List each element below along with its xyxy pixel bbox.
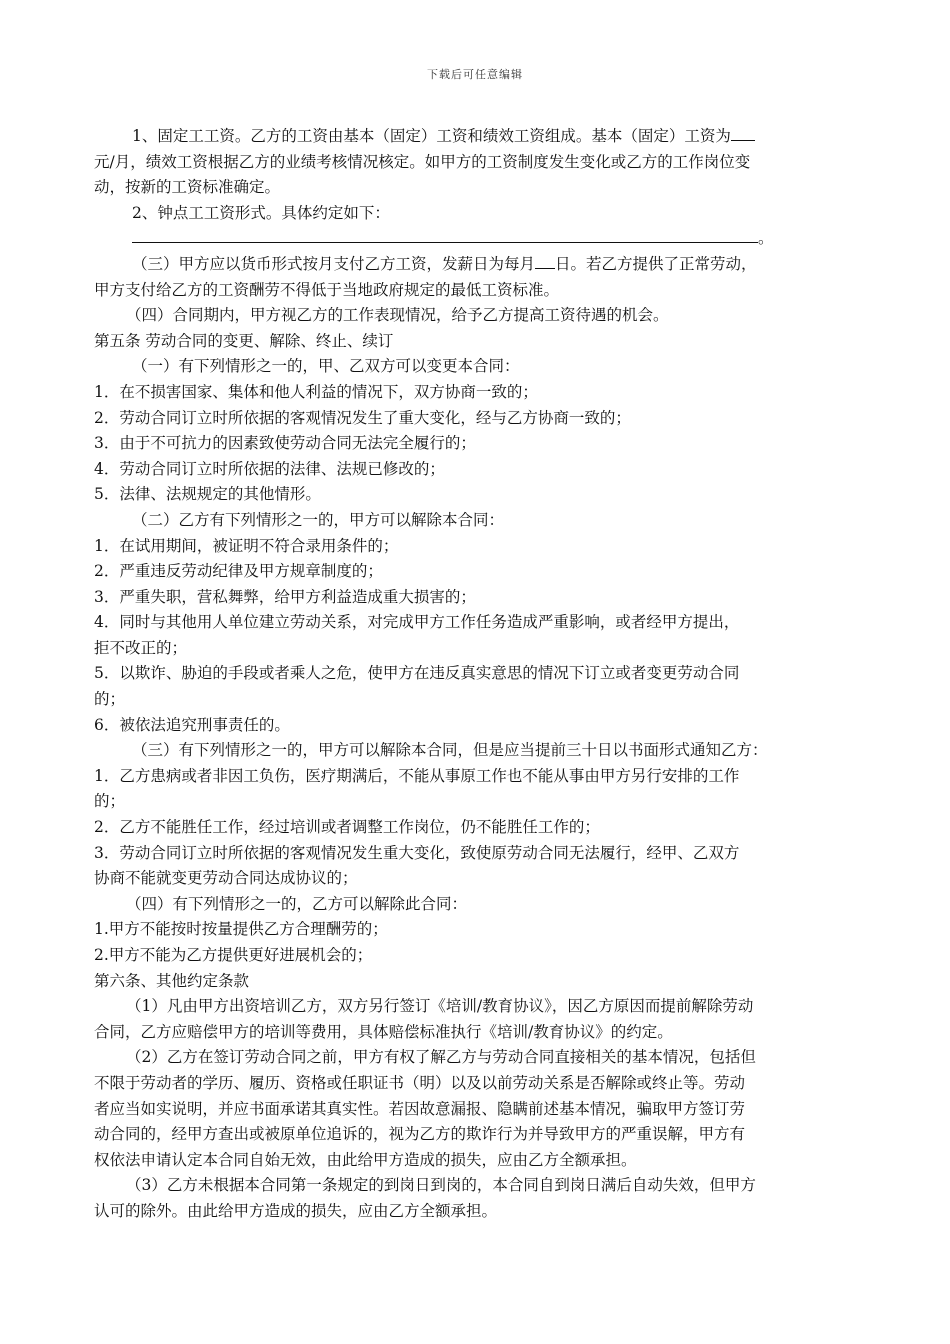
- text: 日。若乙方提供了正常劳动，: [555, 254, 757, 273]
- list-item: 1．乙方患病或者非因工负伤，医疗期满后，不能从事原工作也不能从事由甲方另行安排的工作: [94, 766, 740, 785]
- list-item: 2.甲方不能为乙方提供更好进展机会的；: [94, 946, 373, 964]
- list-item: 3．严重失职，营私舞弊，给甲方利益造成重大损害的；: [94, 587, 476, 606]
- list-item: 3．由于不可抗力的因素致使劳动合同无法完全履行的；: [94, 434, 476, 453]
- paragraph-line: 权依法申请认定本合同自始无效，由此给甲方造成的损失，应由乙方全额承担。: [94, 1150, 637, 1169]
- paragraph-line: 元/月，绩效工资根据乙方的业绩考核情况核定。如甲方的工资制度发生变化或乙方的工作岗位变: [94, 152, 751, 171]
- text: （三）甲方应以货币形式按月支付乙方工资，发薪日为每月: [132, 254, 536, 273]
- list-item: 2．乙方不能胜任工作，经过培训或者调整工作岗位，仍不能胜任工作的；: [94, 818, 600, 837]
- text: 1、固定工工资。乙方的工资由基本（固定）工资和绩效工资组成。基本（固定）工资为: [132, 127, 731, 145]
- list-item: 1．在试用期间，被证明不符合录用条件的；: [94, 536, 399, 555]
- list-item: 1．在不损害国家、集体和他人利益的情况下，双方协商一致的；: [94, 382, 538, 401]
- paragraph-line: （3）乙方未根据本合同第一条规定的到岗日到岗的，本合同自到岗日满后自动失效，但甲方: [126, 1176, 756, 1195]
- list-item: 1.甲方不能按时按量提供乙方合理酬劳的；: [94, 920, 388, 939]
- blank-field: [132, 228, 758, 243]
- list-item: 6．被依法追究刑事责任的。: [94, 715, 290, 734]
- text: 。: [758, 229, 774, 248]
- list-item-continued: 的；: [94, 792, 126, 811]
- list-item: 4．劳动合同订立时所依据的法律、法规已修改的；: [94, 459, 445, 478]
- paragraph-line: 甲方支付给乙方的工资酬劳不得低于当地政府规定的最低工资标准。: [94, 280, 560, 299]
- paragraph-line: [94, 252, 808, 278]
- paragraph-line: 2、钟点工工资形式。具体约定如下：: [132, 203, 390, 222]
- list-item-continued: 协商不能就变更劳动合同达成协议的；: [94, 869, 358, 888]
- subsection-heading: （四）有下列情形之一的，乙方可以解除此合同：: [126, 894, 468, 913]
- paragraph-line: 动合同的，经甲方查出或被原单位追诉的，视为乙方的欺诈行为并导致甲方的严重误解，甲方有: [94, 1125, 746, 1144]
- paragraph-line: 动，按新的工资标准确定。: [94, 178, 281, 197]
- paragraph-line: （1）凡由甲方出资培训乙方，双方另行签订《培训/教育协议》，因乙方原因而提前解除劳动: [126, 997, 754, 1016]
- paragraph-line: [94, 124, 808, 150]
- paragraph-line: （四）合同期内，甲方视乙方的工作表现情况，给予乙方提高工资待遇的机会。: [126, 306, 669, 325]
- document-body: [94, 124, 808, 1225]
- subsection-heading: （一）有下列情形之一的，甲、乙双方可以变更本合同：: [132, 357, 520, 376]
- section-heading: 第六条、其他约定条款: [94, 971, 250, 990]
- list-item: 2．严重违反劳动纪律及甲方规章制度的；: [94, 562, 383, 581]
- paragraph-line: 者应当如实说明，并应书面承诺其真实性。若因故意漏报、隐瞒前述基本情况，骗取甲方签订劳: [94, 1099, 746, 1118]
- paragraph-line: [94, 226, 808, 252]
- paragraph-line: 合同，乙方应赔偿甲方的培训等费用，具体赔偿标准执行《培训/教育协议》的约定。: [94, 1022, 673, 1041]
- list-item: 2．劳动合同订立时所依据的客观情况发生了重大变化，经与乙方协商一致的；: [94, 408, 631, 427]
- list-item: 5．法律、法规规定的其他情形。: [94, 485, 321, 504]
- paragraph-line: 不限于劳动者的学历、履历、资格或任职证书（明）以及以前劳动关系是否解除或终止等。劳动: [94, 1073, 746, 1092]
- subsection-heading: （二）乙方有下列情形之一的，甲方可以解除本合同：: [132, 510, 505, 529]
- list-item-continued: 拒不改正的；: [94, 638, 188, 657]
- list-item: 3．劳动合同订立时所依据的客观情况发生重大变化，致使原劳动合同无法履行，经甲、乙双方: [94, 843, 740, 862]
- paragraph-line: 认可的除外。由此给甲方造成的损失，应由乙方全额承担。: [94, 1201, 498, 1220]
- section-heading: 第五条 劳动合同的变更、解除、终止、续订: [94, 331, 394, 350]
- subsection-heading: （三）有下列情形之一的，甲方可以解除本合同，但是应当提前三十日以书面形式通知乙方：: [132, 741, 768, 760]
- paragraph-line: （2）乙方在签订劳动合同之前，甲方有权了解乙方与劳动合同直接相关的基本情况，包括但: [126, 1048, 756, 1067]
- blank-field: [535, 254, 555, 269]
- list-item: 5．以欺诈、胁迫的手段或者乘人之危，使甲方在违反真实意思的情况下订立或者变更劳动合同: [94, 664, 740, 683]
- list-item-continued: 的；: [94, 690, 126, 709]
- list-item: 4．同时与其他用人单位建立劳动关系，对完成甲方工作任务造成严重影响，或者经甲方提出，: [94, 613, 740, 632]
- blank-field: [731, 126, 755, 141]
- page-header: 下载后可任意编辑: [427, 68, 523, 81]
